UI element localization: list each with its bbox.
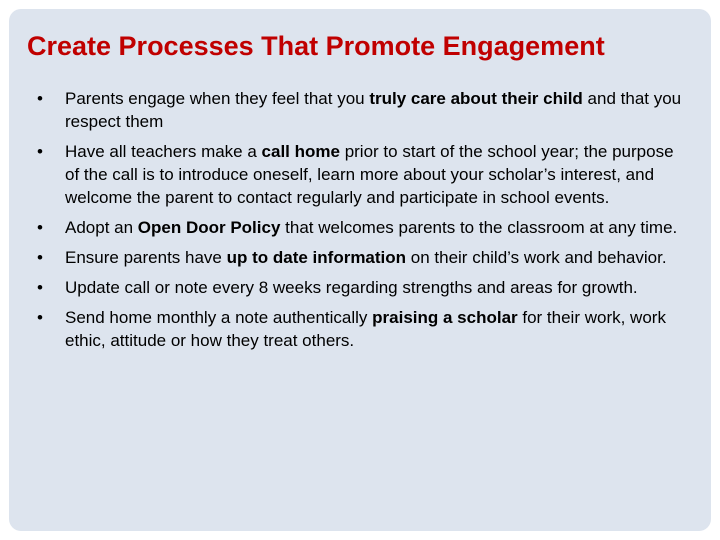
bullet-icon: • bbox=[37, 308, 43, 327]
bullet-text-tail: prior to start of the school year; the purpose of the call is to introduce oneself, learn more about your scholar’s interest, and welcome the parent to contact regularly and participate in school events. bbox=[65, 142, 674, 207]
bullet-item bbox=[29, 276, 689, 299]
bullet-item bbox=[29, 246, 689, 269]
bullet-item bbox=[29, 140, 689, 209]
bullet-text: Parents engage when they feel that you bbox=[65, 89, 370, 108]
bullet-icon: • bbox=[37, 278, 43, 297]
slide bbox=[9, 9, 711, 531]
bullet-text-tail: that welcomes parents to the classroom at any time. bbox=[280, 218, 678, 237]
bullet-list bbox=[29, 87, 689, 359]
bullet-emphasis: up to date information bbox=[226, 248, 407, 267]
bullet-item bbox=[29, 306, 689, 352]
bullet-emphasis: truly care about their child bbox=[369, 89, 583, 108]
bullet-text: Ensure parents have bbox=[65, 248, 227, 267]
bullet-item bbox=[29, 216, 689, 239]
slide-title: Create Processes That Promote Engagement bbox=[27, 31, 605, 61]
bullet-icon: • bbox=[37, 89, 43, 108]
bullet-text: Adopt an bbox=[65, 218, 138, 237]
bullet-icon: • bbox=[37, 248, 43, 267]
bullet-text: Send home monthly a note authentically bbox=[65, 308, 373, 327]
bullet-text-tail: on their child’s work and behavior. bbox=[406, 248, 667, 267]
bullet-icon: • bbox=[37, 142, 43, 161]
bullet-text: Have all teachers make a bbox=[65, 142, 262, 161]
bullet-text-tail: and that you respect them bbox=[65, 89, 682, 131]
bullet-item bbox=[29, 87, 689, 133]
bullet-emphasis: Open Door Policy bbox=[137, 218, 281, 237]
bullet-emphasis: praising a scholar bbox=[372, 308, 518, 327]
bullet-icon: • bbox=[37, 218, 43, 237]
bullet-text: Update call or note every 8 weeks regarding strengths and areas for growth. bbox=[65, 278, 638, 297]
bullet-text-tail: for their work, work ethic, attitude or how they treat others. bbox=[65, 308, 666, 350]
bullet-emphasis: call home bbox=[261, 142, 340, 161]
